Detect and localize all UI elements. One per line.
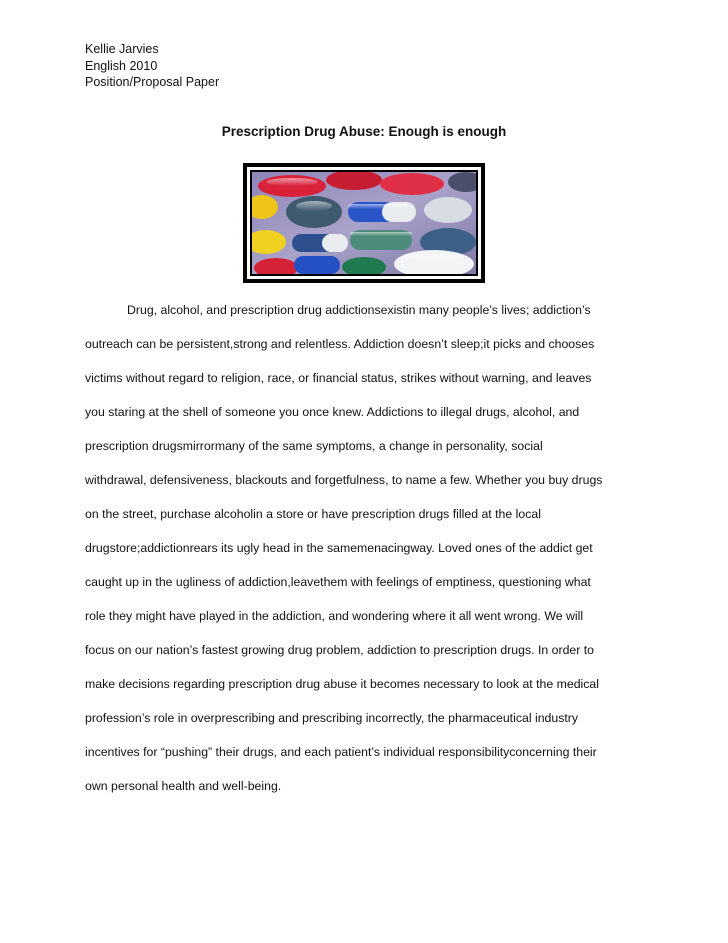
title-text: Prescription Drug Abuse: Enough is enough: [221, 124, 507, 139]
body-line: victims without regard to religion, race, or financial status, strikes without warning, and leaves: [85, 371, 592, 385]
body-line: prescription drugsmirrormany of the same symptoms, a change in personality, social: [85, 439, 543, 453]
body-line: make decisions regarding prescription drug abuse it becomes necessary to look at the medical: [85, 677, 600, 691]
body-paragraph: [85, 301, 645, 811]
body-line: profession’s role in overprescribing and prescribing incorrectly, the pharmaceutical industry: [85, 711, 579, 725]
pills-image: [252, 172, 476, 274]
document-header: [85, 41, 219, 91]
body-line: outreach can be persistent,strong and relentless. Addiction doesn’t sleep;it picks and chooses: [85, 337, 595, 351]
body-line: drugstore;addictionrears its ugly head in the samemenacingway. Loved ones of the addict get: [85, 541, 593, 555]
body-line: role they might have played in the addiction, and wondering where it all went wrong. We will: [85, 609, 584, 623]
pills-image-frame: [243, 163, 485, 283]
body-line: caught up in the ugliness of addiction,leavethem with feelings of emptiness, questioning what: [85, 575, 591, 589]
body-line: you staring at the shell of someone you once knew. Addictions to illegal drugs, alcohol, and: [85, 405, 580, 419]
body-line: focus on our nation’s fastest growing drug problem, addiction to prescription drugs. In order to: [85, 643, 595, 657]
author-name: Kellie Jarvies: [85, 42, 159, 56]
assignment-type: Position/Proposal Paper: [85, 75, 220, 89]
body-line: withdrawal, defensiveness, blackouts and forgetfulness, to name a few. Whether you buy drugs: [85, 473, 603, 487]
body-line: on the street, purchase alcoholin a store or have prescription drugs filled at the local: [85, 507, 541, 521]
body-line: own personal health and well-being.: [85, 779, 282, 793]
page-title: [0, 124, 728, 139]
body-line: Drug, alcohol, and prescription drug addictionsexistin many people’s lives; addiction’s: [127, 303, 591, 317]
body-line: incentives for “pushing” their drugs, and each patient’s individual responsibilityconcerning their: [85, 745, 597, 759]
course-name: English 2010: [85, 58, 158, 73]
